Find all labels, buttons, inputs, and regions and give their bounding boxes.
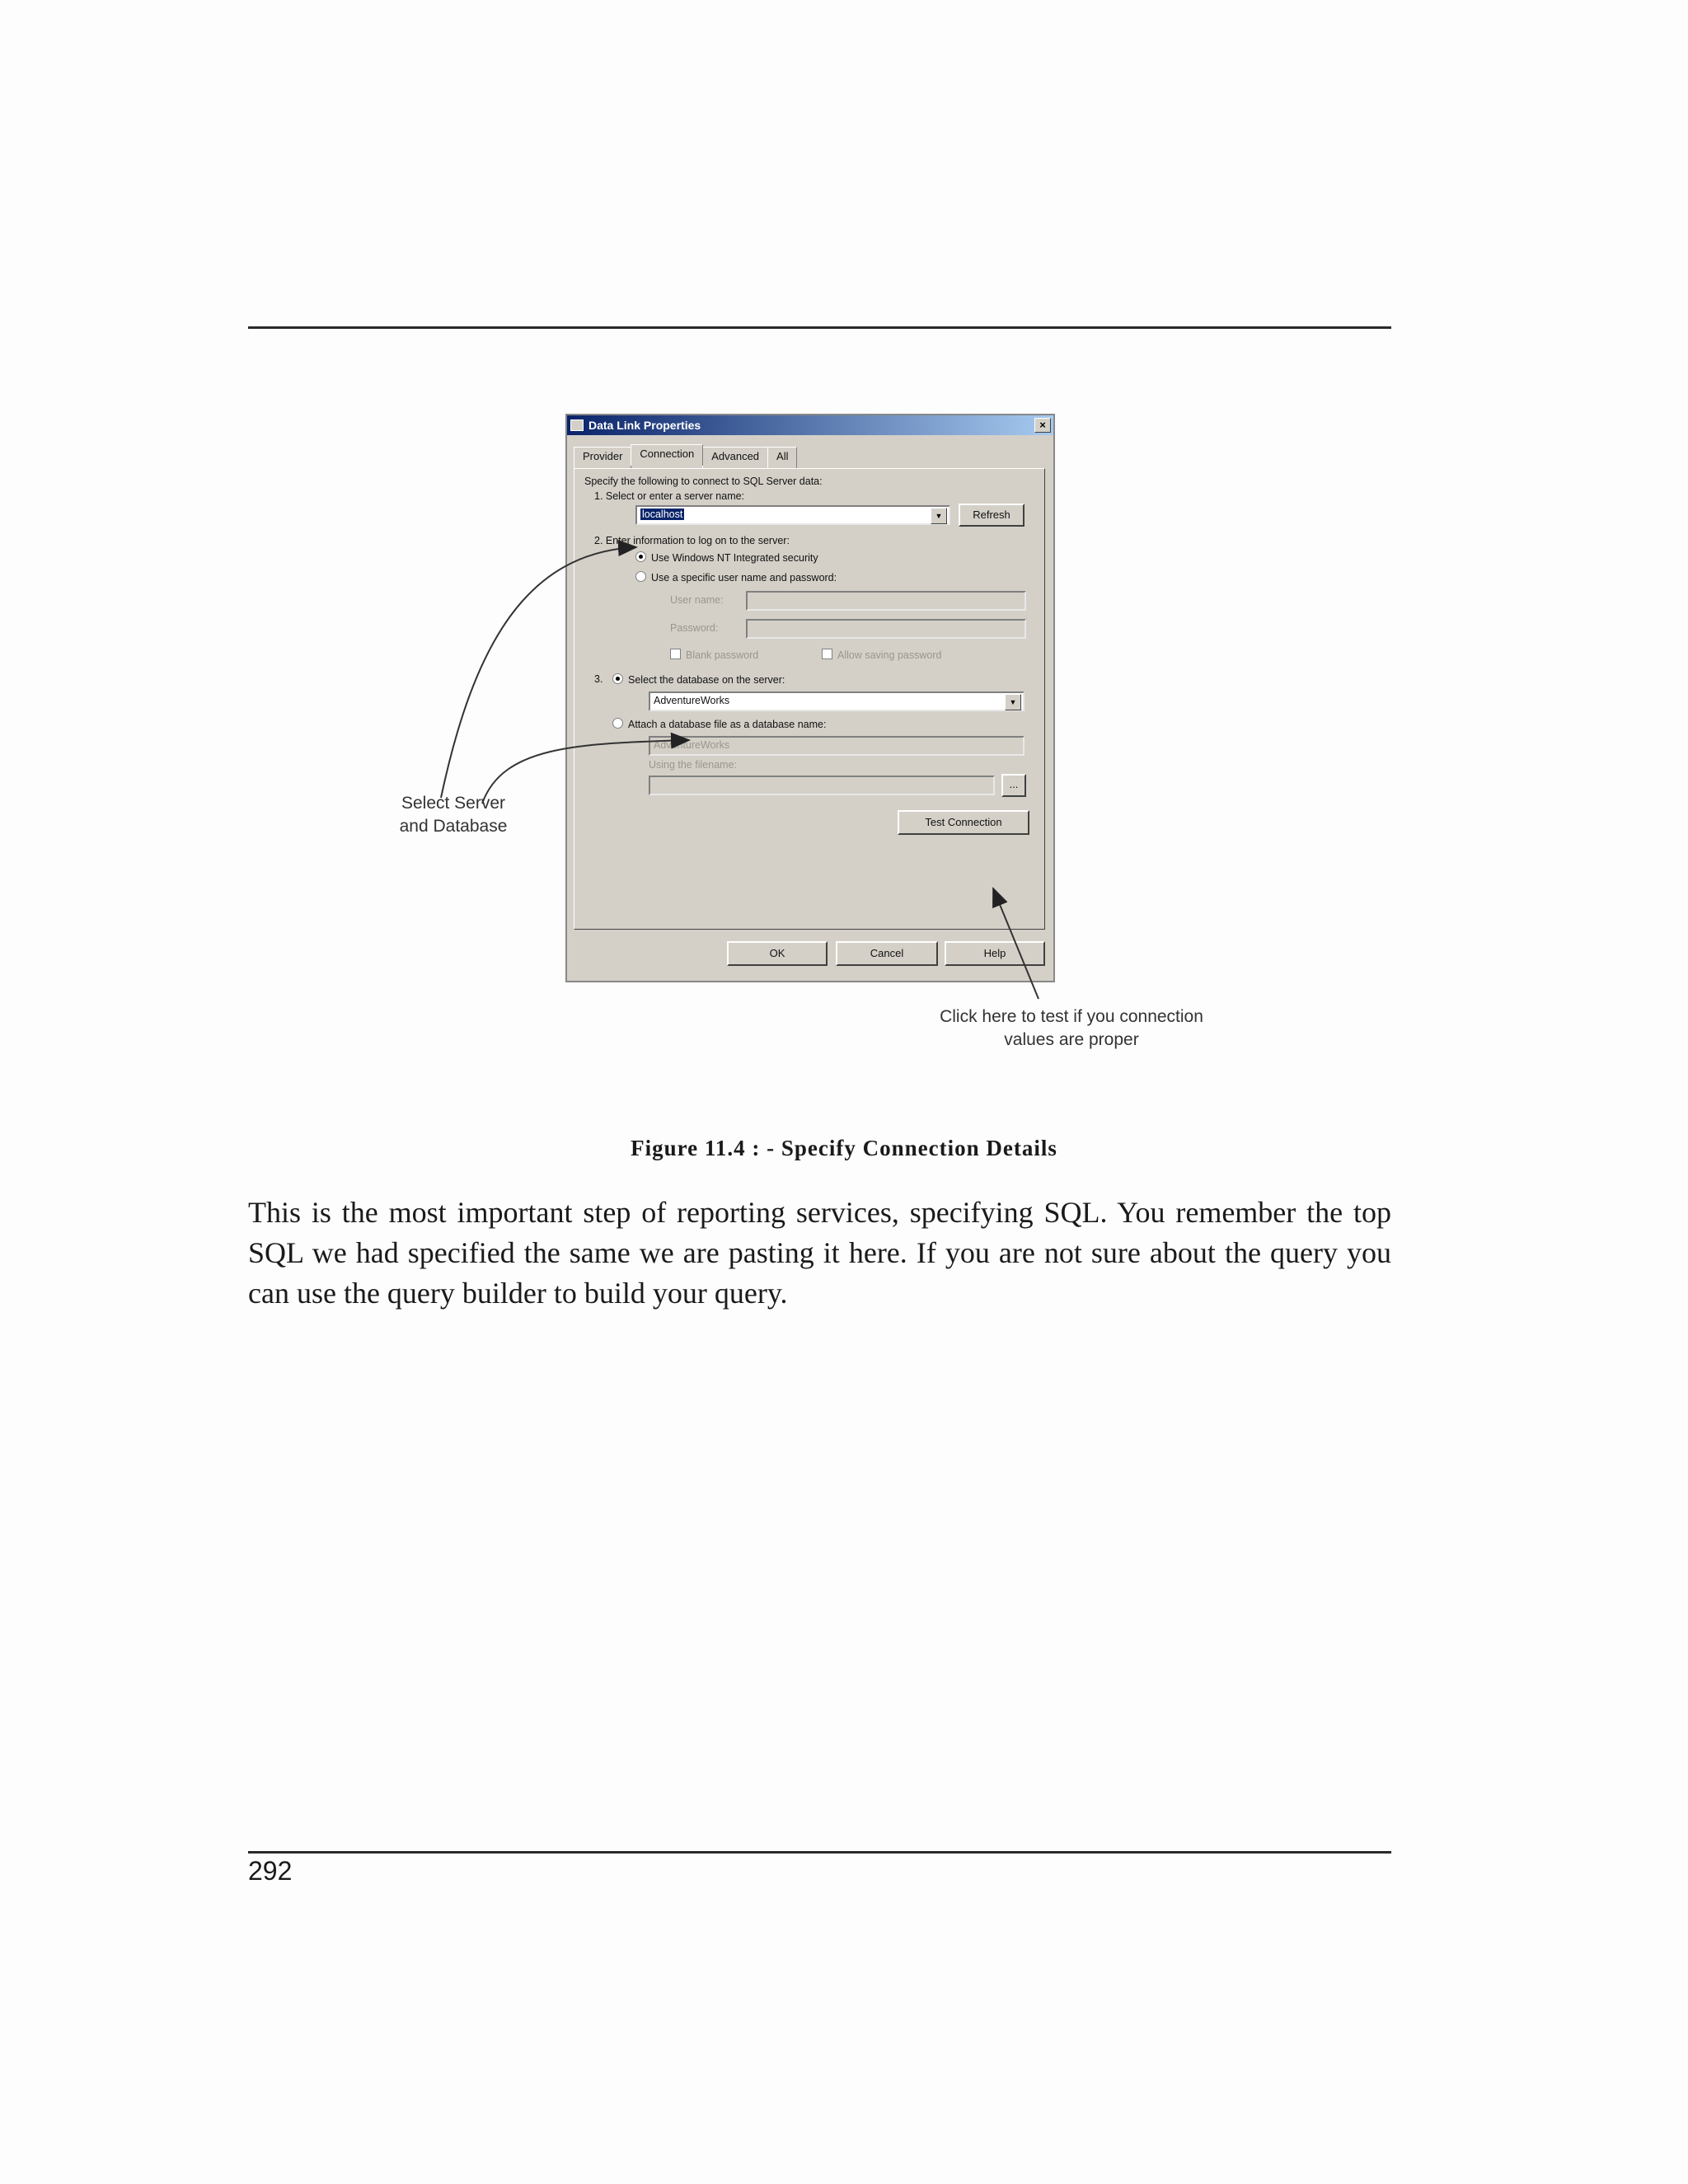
intro-text: Specify the following to connect to SQL Server data: — [584, 476, 823, 487]
test-connection-button[interactable]: Test Connection — [898, 810, 1029, 835]
tab-advanced[interactable]: Advanced — [702, 447, 768, 468]
test-annotation-line2: values are proper — [1004, 1030, 1139, 1049]
arrow-to-server-field — [441, 547, 636, 798]
select-server-annotation — [363, 792, 544, 838]
nt-security-label: Use Windows NT Integrated security — [651, 552, 818, 564]
dialog-title: Data Link Properties — [588, 419, 701, 432]
test-annotation-line1: Click here to test if you connection — [940, 1007, 1203, 1026]
ok-button[interactable]: OK — [727, 941, 828, 966]
chevron-down-icon[interactable]: ▼ — [931, 508, 947, 524]
help-button[interactable]: Help — [945, 941, 1045, 966]
password-label: Password: — [670, 622, 719, 634]
select-db-label: Select the database on the server: — [628, 674, 785, 686]
select-annotation-line2: and Database — [399, 817, 508, 836]
database-value: AdventureWorks — [654, 695, 730, 706]
page-number: 292 — [248, 1856, 293, 1886]
user-name-label: User name: — [670, 594, 724, 606]
allow-saving-label: Allow saving password — [837, 649, 942, 661]
body-paragraph: This is the most important step of reporting services, specifying SQL. You remember the top SQL we had specified the same we are pasting it here. If you are not sure about the query you can use the query builder to build your query. — [248, 1196, 1391, 1310]
step3-number: 3. — [594, 673, 603, 685]
step2-label: 2. Enter information to log on to the server: — [594, 535, 790, 546]
arrow-to-test-button — [993, 888, 1039, 999]
chevron-down-icon[interactable]: ▼ — [1005, 694, 1021, 710]
test-connection-annotation — [890, 1005, 1253, 1052]
attach-db-value: AdventureWorks — [654, 739, 730, 751]
tab-connection[interactable]: Connection — [631, 444, 703, 466]
blank-password-label: Blank password — [686, 649, 759, 661]
tab-provider[interactable]: Provider — [574, 447, 631, 468]
cancel-button[interactable]: Cancel — [836, 941, 938, 966]
attach-db-label: Attach a database file as a database name: — [628, 719, 827, 730]
tab-all[interactable]: All — [767, 447, 797, 468]
browse-button[interactable]: ... — [1001, 774, 1026, 797]
refresh-button[interactable]: Refresh — [959, 504, 1025, 527]
select-annotation-line1: Select Server — [401, 794, 506, 813]
step1-label: 1. Select or enter a server name: — [594, 490, 745, 502]
server-name-value: localhost — [642, 509, 683, 520]
using-filename-label: Using the filename: — [649, 759, 738, 771]
footer-rule — [248, 1851, 1391, 1854]
close-icon[interactable]: × — [1034, 418, 1051, 433]
figure-caption: Figure 11.4 : - Specify Connection Details — [631, 1136, 1057, 1160]
specific-user-label: Use a specific user name and password: — [651, 572, 837, 583]
